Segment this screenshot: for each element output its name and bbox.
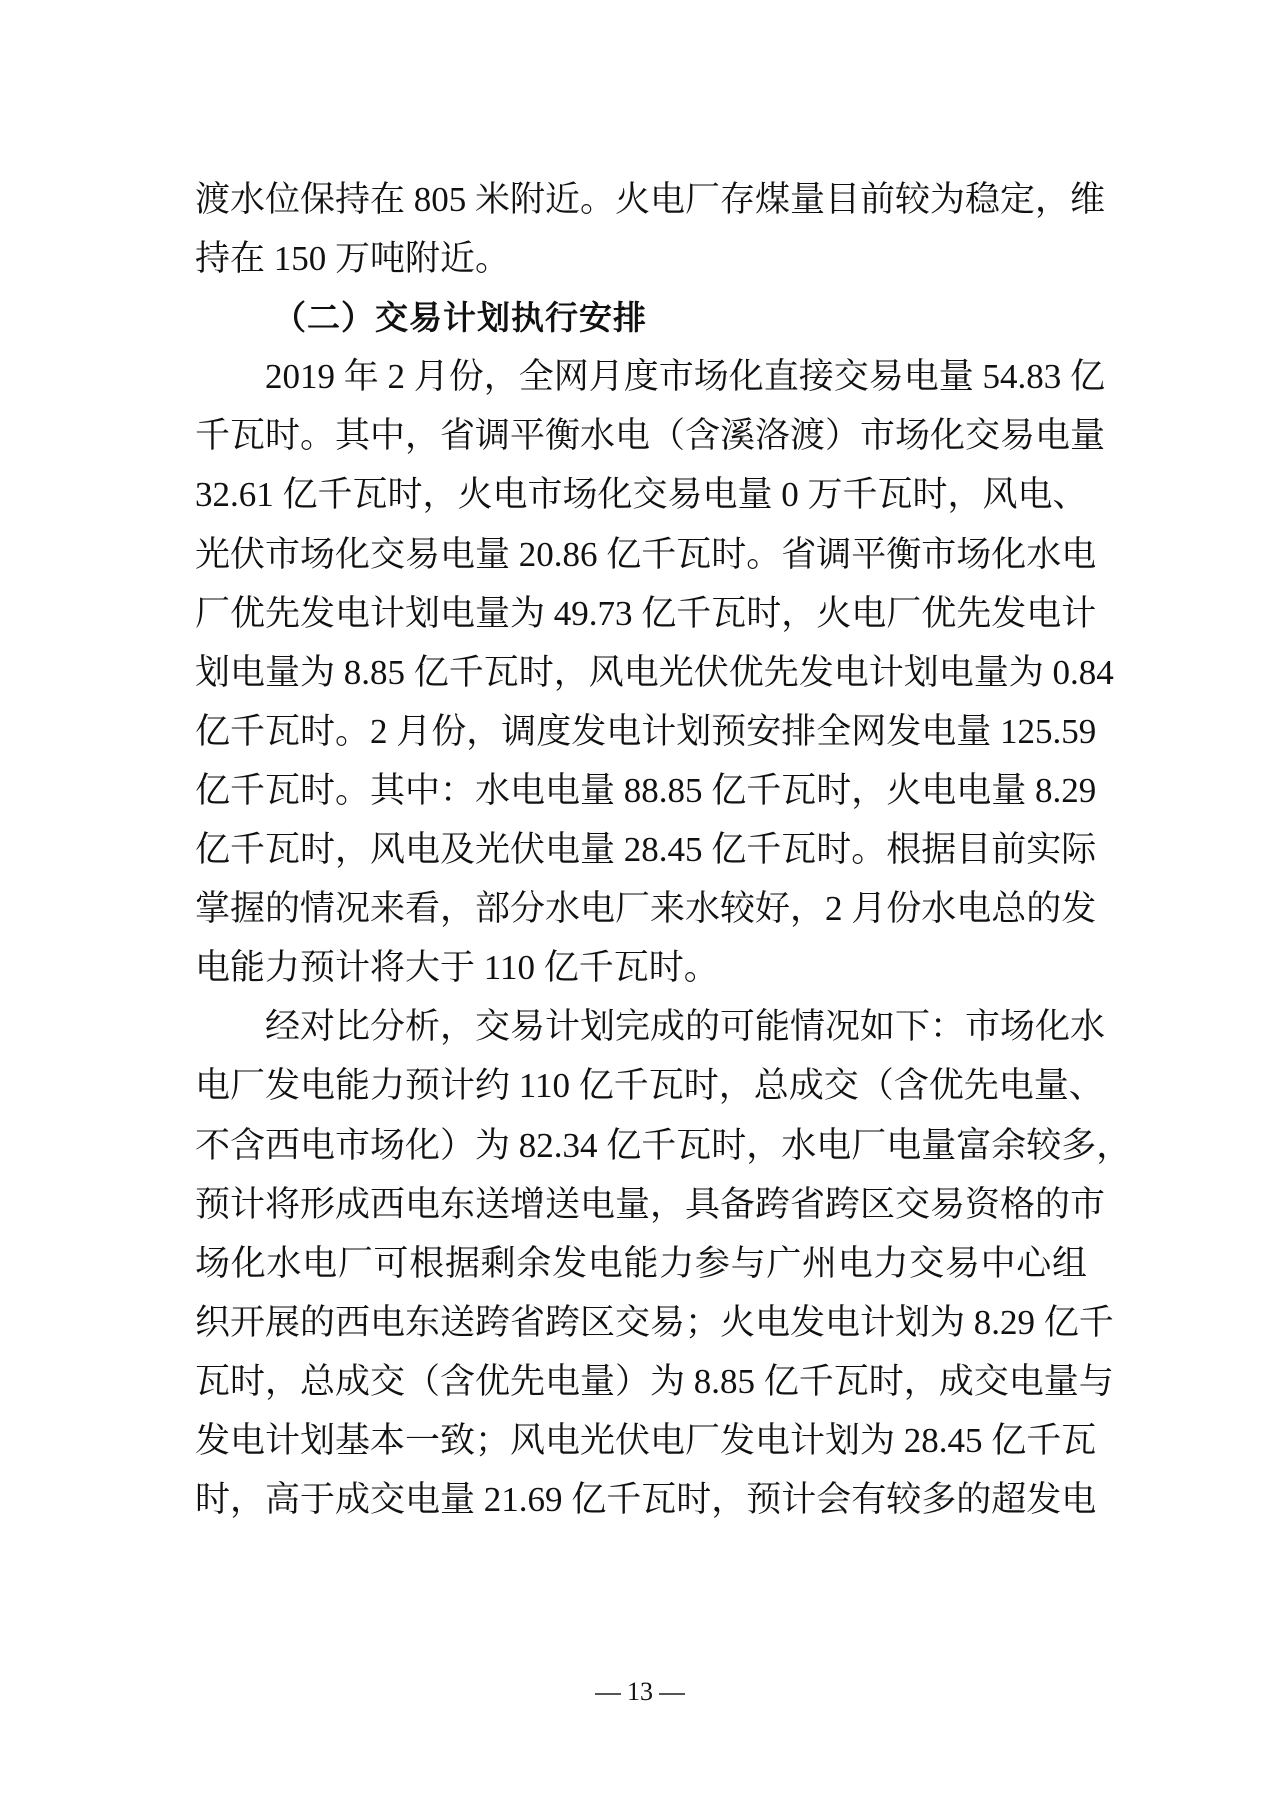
text-line: 瓦时，总成交（含优先电量）为 8.85 亿千瓦时，成交电量与 <box>195 1361 1114 1401</box>
text-line: 亿千瓦时。2 月份，调度发电计划预安排全网发电量 125.59 <box>195 711 1097 751</box>
text-line: 预计将形成西电东送增送电量，具备跨省跨区交易资格的市 <box>195 1184 1106 1224</box>
text-line: 厂优先发电计划电量为 49.73 亿千瓦时，火电厂优先发电计 <box>195 593 1097 633</box>
text-line: 掌握的情况来看，部分水电厂来水较好，2 月份水电总的发 <box>195 889 1097 929</box>
text-line: 时，高于成交电量 21.69 亿千瓦时，预计会有较多的超发电 <box>195 1480 1097 1520</box>
page-number: 13 <box>627 1677 653 1706</box>
text-line: 千瓦时。其中，省调平衡水电（含溪洛渡）市场化交易电量 <box>195 416 1106 456</box>
text-line: 不含西电市场化）为 82.34 亿千瓦时，水电厂电量富余较多， <box>195 1125 1132 1165</box>
text-line: 电能力预计将大于 110 亿千瓦时。 <box>195 948 719 988</box>
paragraph-first-line: 经对比分析，交易计划完成的可能情况如下：市场化水 <box>265 1007 1106 1047</box>
text-line: 发电计划基本一致；风电光伏电厂发电计划为 28.45 亿千瓦 <box>195 1420 1097 1460</box>
paragraph-first-line: 2019 年 2 月份，全网月度市场化直接交易电量 54.83 亿 <box>265 357 1106 397</box>
footer-dash-right <box>659 1693 685 1695</box>
text-line: 织开展的西电东送跨省跨区交易；火电发电计划为 8.29 亿千 <box>195 1302 1114 1342</box>
text-line: 亿千瓦时。其中：水电电量 88.85 亿千瓦时，火电电量 8.29 <box>195 770 1097 810</box>
text-line: 划电量为 8.85 亿千瓦时，风电光伏优先发电计划电量为 0.84 <box>195 652 1114 692</box>
text-line: 32.61 亿千瓦时，火电市场化交易电量 0 万千瓦时，风电、 <box>195 475 1088 515</box>
text-line: 光伏市场化交易电量 20.86 亿千瓦时。省调平衡市场化水电 <box>195 534 1097 574</box>
text-line: 渡水位保持在 805 米附近。火电厂存煤量目前较为稳定，维 <box>195 180 1106 219</box>
section-heading: （二）交易计划执行安排 <box>273 298 647 338</box>
body-text <box>195 170 1132 1529</box>
text-line: 电厂发电能力预计约 110 亿千瓦时，总成交（含优先电量、 <box>195 1066 1104 1106</box>
text-line: 持在 150 万吨附近。 <box>195 239 511 279</box>
page-footer <box>0 1676 1280 1708</box>
text-line: 场化水电厂可根据剩余发电能力参与广州电力交易中心组 <box>195 1243 1087 1283</box>
footer-dash-left <box>595 1693 621 1695</box>
text-line: 亿千瓦时，风电及光伏电量 28.45 亿千瓦时。根据目前实际 <box>195 830 1097 870</box>
